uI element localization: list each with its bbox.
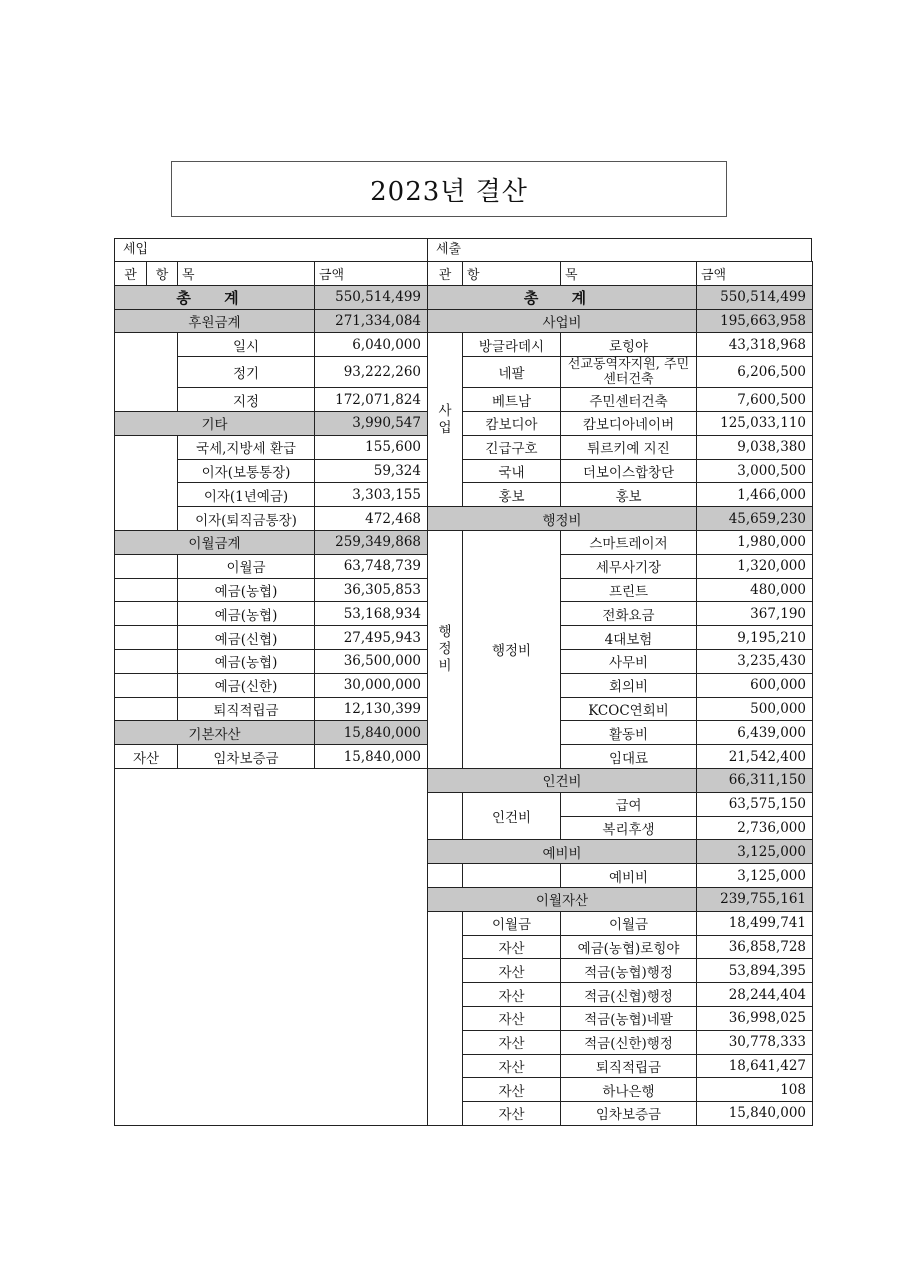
item-mok: 이자(퇴직금통장)	[178, 507, 315, 531]
item-mok: 급여	[561, 792, 697, 816]
income-section-label: 세입	[114, 238, 428, 262]
item-amount: 59,324	[315, 459, 428, 483]
blank-cell	[115, 697, 178, 721]
item-hang: 이월금	[463, 911, 561, 935]
item-mok: 퇴직적립금	[561, 1054, 697, 1078]
blank-cell	[463, 864, 561, 888]
expense-group-amount: 45,659,230	[697, 507, 813, 531]
item-amount: 108	[697, 1078, 813, 1102]
expense-group-label: 인건비	[428, 768, 697, 792]
income-group-label: 기본자산	[115, 721, 315, 745]
item-amount: 1,980,000	[697, 530, 813, 554]
col-hang: 항	[463, 262, 561, 286]
item-amount: 3,125,000	[697, 864, 813, 888]
income-group-label: 기타	[115, 411, 315, 435]
item-amount: 15,840,000	[315, 745, 428, 769]
item-mok: 예비비	[561, 864, 697, 888]
expense-gwan: 행 정 비	[428, 530, 463, 768]
item-amount: 21,542,400	[697, 745, 813, 769]
col-mok: 목	[178, 262, 315, 286]
table-row	[115, 530, 813, 554]
item-amount: 600,000	[697, 673, 813, 697]
blank-cell	[115, 649, 178, 673]
item-hang: 자산	[463, 1006, 561, 1030]
col-amount: 금액	[697, 262, 813, 286]
blank-area	[115, 768, 428, 1125]
blank-cell	[115, 554, 178, 578]
item-mok: 적금(농협)네팔	[561, 1006, 697, 1030]
item-amount: 30,000,000	[315, 673, 428, 697]
item-hang: 방글라데시	[463, 333, 561, 357]
item-mok: 선교동역자지원, 주민센터건축	[561, 357, 697, 388]
income-total-label: 총 계	[115, 285, 315, 309]
item-hang: 행정비	[463, 530, 561, 768]
item-mok: 예금(농협)	[178, 578, 315, 602]
item-mok: 예금(농협)로힝야	[561, 935, 697, 959]
item-mok: 퇴직적립금	[178, 697, 315, 721]
expense-group-amount: 66,311,150	[697, 768, 813, 792]
item-amount: 93,222,260	[315, 357, 428, 388]
item-hang: 자산	[115, 745, 178, 769]
item-amount: 2,736,000	[697, 816, 813, 840]
item-hang: 인건비	[463, 792, 561, 840]
col-gwan: 관	[428, 262, 463, 286]
item-mok: 적금(신한)행정	[561, 1030, 697, 1054]
item-mok: 하나은행	[561, 1078, 697, 1102]
item-amount: 125,033,110	[697, 411, 813, 435]
expense-group-label: 사업비	[428, 309, 697, 333]
item-amount: 3,303,155	[315, 483, 428, 507]
item-mok: 활동비	[561, 721, 697, 745]
item-amount: 9,038,380	[697, 435, 813, 459]
item-amount: 28,244,404	[697, 983, 813, 1007]
item-mok: 일시	[178, 333, 315, 357]
item-amount: 36,500,000	[315, 649, 428, 673]
item-hang: 네팔	[463, 357, 561, 388]
item-mok: 더보이스합창단	[561, 459, 697, 483]
table-row	[115, 435, 813, 459]
table-row	[115, 483, 813, 507]
item-amount: 1,320,000	[697, 554, 813, 578]
settlement-table	[114, 261, 813, 1126]
item-amount: 6,439,000	[697, 721, 813, 745]
table-row	[115, 357, 813, 388]
col-gwan: 관	[115, 262, 147, 286]
table-row	[115, 768, 813, 792]
expense-total-amount: 550,514,499	[697, 285, 813, 309]
item-hang: 자산	[463, 935, 561, 959]
expense-group-amount: 195,663,958	[697, 309, 813, 333]
blank-cell	[115, 435, 178, 530]
item-mok: 홍보	[561, 483, 697, 507]
item-amount: 6,040,000	[315, 333, 428, 357]
item-hang: 자산	[463, 983, 561, 1007]
expense-group-label: 예비비	[428, 840, 697, 864]
income-group-label: 후원금계	[115, 309, 315, 333]
item-hang: 국내	[463, 459, 561, 483]
item-amount: 36,998,025	[697, 1006, 813, 1030]
item-mok: 이자(보통통장)	[178, 459, 315, 483]
item-amount: 3,235,430	[697, 649, 813, 673]
col-mok: 목	[561, 262, 697, 286]
blank-cell	[428, 792, 463, 840]
item-amount: 367,190	[697, 602, 813, 626]
table-row	[115, 333, 813, 357]
item-mok: 사무비	[561, 649, 697, 673]
expense-section-label: 세출	[427, 238, 812, 262]
blank-cell	[428, 864, 463, 888]
item-mok: 회의비	[561, 673, 697, 697]
item-mok: 튀르키예 지진	[561, 435, 697, 459]
item-mok: 예금(신협)	[178, 626, 315, 650]
expense-total-label: 총 계	[428, 285, 697, 309]
item-mok: 국세,지방세 환급	[178, 435, 315, 459]
item-amount: 53,894,395	[697, 959, 813, 983]
item-amount: 472,468	[315, 507, 428, 531]
table-row	[115, 507, 813, 531]
item-amount: 15,840,000	[697, 1102, 813, 1126]
table-row	[115, 285, 813, 309]
item-mok: 적금(신협)행정	[561, 983, 697, 1007]
expense-group-label: 행정비	[428, 507, 697, 531]
item-mok: 예금(신한)	[178, 673, 315, 697]
item-mok: 캄보디아네이버	[561, 411, 697, 435]
page-title: 2023년 결산	[171, 161, 727, 217]
table-row	[115, 459, 813, 483]
column-header-row	[115, 262, 813, 286]
item-amount: 1,466,000	[697, 483, 813, 507]
item-hang: 캄보디아	[463, 411, 561, 435]
income-group-amount: 3,990,547	[315, 411, 428, 435]
item-amount: 12,130,399	[315, 697, 428, 721]
item-mok: 프린트	[561, 578, 697, 602]
income-group-amount: 259,349,868	[315, 530, 428, 554]
item-amount: 7,600,500	[697, 388, 813, 412]
item-mok: 지정	[178, 388, 315, 412]
item-amount: 30,778,333	[697, 1030, 813, 1054]
expense-group-label: 이월자산	[428, 887, 697, 911]
item-hang: 자산	[463, 1054, 561, 1078]
item-mok: 이월금	[178, 554, 315, 578]
item-amount: 480,000	[697, 578, 813, 602]
item-amount: 63,575,150	[697, 792, 813, 816]
blank-cell	[115, 578, 178, 602]
item-mok: 이자(1년예금)	[178, 483, 315, 507]
item-mok: 복리후생	[561, 816, 697, 840]
item-amount: 9,195,210	[697, 626, 813, 650]
item-mok: 예금(농협)	[178, 649, 315, 673]
item-amount: 36,858,728	[697, 935, 813, 959]
item-mok: 예금(농협)	[178, 602, 315, 626]
blank-cell	[115, 602, 178, 626]
item-amount: 53,168,934	[315, 602, 428, 626]
blank-cell	[428, 911, 463, 1125]
blank-cell	[115, 333, 178, 412]
item-mok: 정기	[178, 357, 315, 388]
item-mok: 임차보증금	[178, 745, 315, 769]
item-hang: 자산	[463, 959, 561, 983]
income-total-amount: 550,514,499	[315, 285, 428, 309]
table-row	[115, 411, 813, 435]
blank-cell	[115, 673, 178, 697]
item-mok: 임차보증금	[561, 1102, 697, 1126]
income-group-label: 이월금계	[115, 530, 315, 554]
item-amount: 6,206,500	[697, 357, 813, 388]
item-hang: 자산	[463, 1102, 561, 1126]
item-hang: 자산	[463, 1030, 561, 1054]
expense-group-amount: 239,755,161	[697, 887, 813, 911]
item-amount: 3,000,500	[697, 459, 813, 483]
item-amount: 500,000	[697, 697, 813, 721]
item-amount: 63,748,739	[315, 554, 428, 578]
item-mok: 주민센터건축	[561, 388, 697, 412]
item-amount: 43,318,968	[697, 333, 813, 357]
item-hang: 자산	[463, 1078, 561, 1102]
item-mok: 임대료	[561, 745, 697, 769]
income-group-amount: 271,334,084	[315, 309, 428, 333]
item-amount: 36,305,853	[315, 578, 428, 602]
item-hang: 베트남	[463, 388, 561, 412]
col-amount: 금액	[315, 262, 428, 286]
item-mok: 전화요금	[561, 602, 697, 626]
item-mok: 4대보험	[561, 626, 697, 650]
item-hang: 긴급구호	[463, 435, 561, 459]
item-amount: 27,495,943	[315, 626, 428, 650]
col-hang: 항	[147, 262, 178, 286]
table-row	[115, 388, 813, 412]
item-mok: 로힝야	[561, 333, 697, 357]
item-amount: 155,600	[315, 435, 428, 459]
item-mok: 세무사기장	[561, 554, 697, 578]
item-hang: 홍보	[463, 483, 561, 507]
table-row	[115, 309, 813, 333]
expense-group-amount: 3,125,000	[697, 840, 813, 864]
income-group-amount: 15,840,000	[315, 721, 428, 745]
item-amount: 18,641,427	[697, 1054, 813, 1078]
item-mok: KCOC연회비	[561, 697, 697, 721]
blank-cell	[115, 626, 178, 650]
item-amount: 172,071,824	[315, 388, 428, 412]
item-mok: 적금(농협)행정	[561, 959, 697, 983]
item-mok: 스마트레이저	[561, 530, 697, 554]
item-amount: 18,499,741	[697, 911, 813, 935]
item-mok: 이월금	[561, 911, 697, 935]
expense-gwan: 사 업	[428, 333, 463, 507]
